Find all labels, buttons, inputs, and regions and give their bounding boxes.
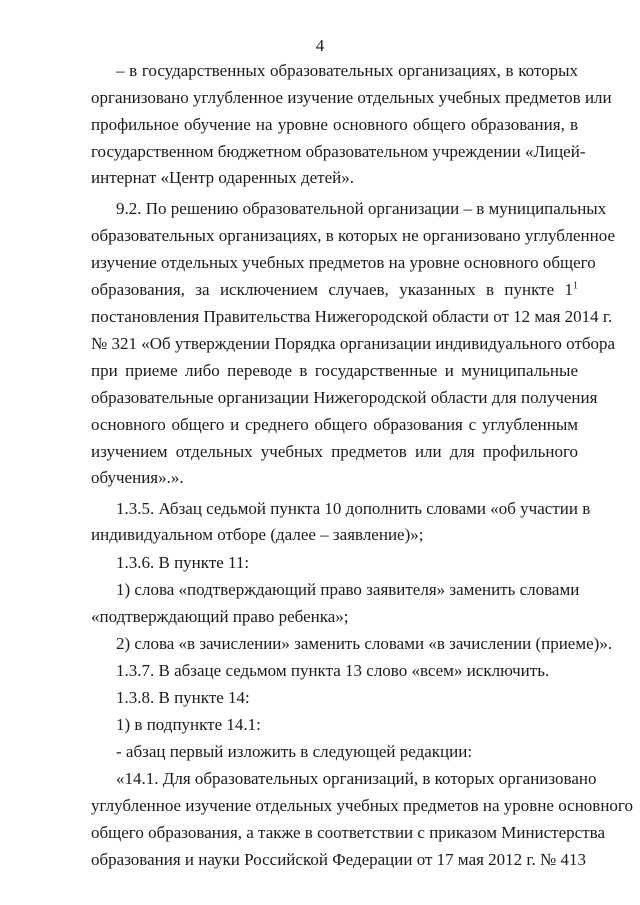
text-line-content: «подтверждающий право ребенка»; <box>91 607 349 626</box>
text-line <box>91 142 586 162</box>
text-line <box>91 388 598 408</box>
text-line-content: изучением отдельных учебных предметов или для профильного <box>91 442 578 461</box>
text-line <box>91 468 578 488</box>
text-line-content: постановления Правительства Нижегородской области от 12 мая 2014 г. <box>91 307 613 326</box>
text-line <box>116 634 613 654</box>
text-line <box>116 661 578 681</box>
text-line <box>116 742 578 762</box>
text-line <box>91 280 578 300</box>
text-line <box>116 715 578 735</box>
text-line-content: 1.3.8. В пункте 14: <box>116 688 250 707</box>
text-line <box>91 253 596 273</box>
text-line-content: интернат «Центр одаренных детей». <box>91 168 354 187</box>
text-line <box>91 607 578 627</box>
text-line <box>116 688 578 708</box>
text-line <box>91 525 578 545</box>
page-number: 4 <box>315 36 325 55</box>
text-line-content: – в государственных образовательных организациях, в которых <box>116 61 578 80</box>
text-line-content: обучения».». <box>91 468 184 487</box>
text-line-content: «14.1. Для образовательных организаций, в которых организовано <box>116 769 597 788</box>
text-line <box>116 199 607 219</box>
text-line <box>91 115 578 135</box>
superscript: 1 <box>573 280 578 292</box>
text-line <box>116 580 578 600</box>
text-line-content: 1.3.7. В абзаце седьмом пункта 13 слово «всем» исключить. <box>116 661 550 680</box>
text-line <box>91 307 613 327</box>
text-line <box>91 796 633 816</box>
text-line <box>91 88 612 108</box>
text-line-content: профильное обучение на уровне основного общего образования, в <box>91 115 578 134</box>
text-line <box>91 850 586 870</box>
text-line-content: организовано углубленное изучение отдельных учебных предметов или <box>91 88 612 107</box>
text-line-content: 1.3.5. Абзац седьмой пункта 10 дополнить словами «об участии в <box>116 499 591 518</box>
text-line-content: образовательных организациях, в которых не организовано углубленное <box>91 226 616 245</box>
text-line-content: 1) слова «подтверждающий право заявителя» заменить словами <box>116 580 580 599</box>
text-line-content: государственном бюджетном образовательном учреждении «Лицей- <box>91 142 586 161</box>
text-line <box>91 226 616 246</box>
text-line-content: - абзац первый изложить в следующей редакции: <box>116 742 473 761</box>
text-line <box>91 168 578 188</box>
text-line-content: углубленное изучение отдельных учебных предметов на уровне основного <box>91 796 633 815</box>
text-line <box>91 823 605 843</box>
text-line-content: общего образования, а также в соответствии с приказом Министерства <box>91 823 605 842</box>
text-line-content: 9.2. По решению образовательной организации – в муниципальных <box>116 199 607 218</box>
text-line-content: основного общего и среднего общего образования с углубленным <box>91 415 578 434</box>
text-line-content: при приеме либо переводе в государственные и муниципальные <box>91 361 578 380</box>
text-line <box>91 415 578 435</box>
text-line-content: образовательные организации Нижегородской области для получения <box>91 388 598 407</box>
text-line <box>116 499 591 519</box>
text-line-content: индивидуальном отборе (далее – заявление)»; <box>91 525 424 544</box>
text-line-content: 2) слова «в зачислении» заменить словами «в зачислении (приеме)». <box>116 634 613 653</box>
text-line-content: образования и науки Российской Федерации от 17 мая 2012 г. № 413 <box>91 850 586 869</box>
text-line <box>91 334 616 354</box>
text-line-content: образования, за исключением случаев, указанных в пункте 1 <box>91 280 573 299</box>
text-line <box>116 553 578 573</box>
text-line <box>116 61 578 81</box>
text-line-content: 1.3.6. В пункте 11: <box>116 553 250 572</box>
text-line-content: № 321 «Об утверждении Порядка организации индивидуального отбора <box>91 334 616 353</box>
text-line <box>116 769 597 789</box>
text-line <box>91 361 578 381</box>
text-line-content: 1) в подпункте 14.1: <box>116 715 261 734</box>
text-line <box>91 442 578 462</box>
text-line-content: изучение отдельных учебных предметов на уровне основного общего <box>91 253 596 272</box>
